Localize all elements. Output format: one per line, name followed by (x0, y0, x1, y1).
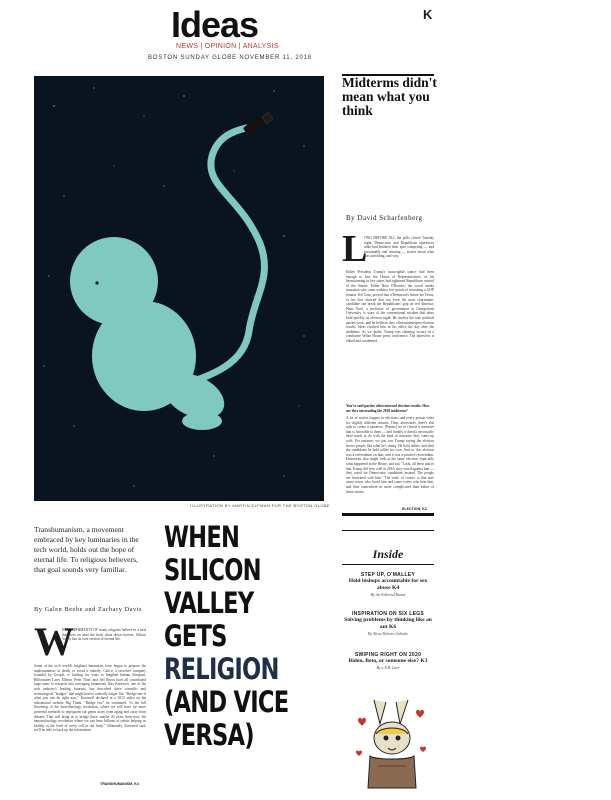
inside-top-rule (342, 530, 434, 531)
section-letter: K (423, 7, 433, 22)
inside-title-rule (342, 564, 434, 565)
right-story-headline: Midterms didn't mean what you think (342, 75, 437, 118)
main-story-jump[interactable]: TRANSHUMANISM, K4 (100, 782, 139, 786)
right-story-jump[interactable]: ELECTION, K3 (402, 507, 427, 511)
inside-item-kicker: INSPIRATION ON SIX LEGS (351, 611, 425, 617)
donkey-cartoon-illustration (350, 690, 434, 792)
main-story-dropcap: W (34, 619, 74, 664)
inside-item-byline: By a N.B. Love (376, 666, 400, 670)
main-story-body: Some of the tech world's brightest luminaries have begun to propose the unpleasantness of death, or avoid it entirely. Calico, a secretive company founded by Google, is looking for ways to lengthen human lifespans. Billionaires Larry Ellison, Peter Thiel, and Jeff Bezos have all contributed huge sums to research into anti-aging treatments. Ray Kurzweil, one of the tech industry's leading futurists, has described three scientific and technological "bridges" that might lead to radically longer life. "Bridge one is what you can do right now," Kurzweil declared in a 2013 video on the educational website Big Think. "Bridge two" he continued, "is the full flowering of the biotechnology revolution, where we will have far more powerful methods to reprogram our genes away from aging and away from disease. That will bring us to bridge three, maybe 20 years from now, the nanotechnology revolution where we can have billions of robots helping us healthy at the level of every cell in our body." Ultimately, Kurzweil said, we'll be able to back up the information (34, 664, 146, 733)
inside-item[interactable] (342, 572, 434, 597)
masthead (0, 0, 611, 70)
illustration-artwork (34, 76, 324, 501)
inside-item-headline: Biden, Beto, or someone else? K3 (348, 658, 428, 664)
headline-line: WHEN (164, 520, 240, 554)
main-story-body-lead: HILE ADHERENTS OF many religions believe in a soul that lives on after the body shuts down forever, Silicon Valley has its own version of eternal life. (62, 628, 146, 642)
inside-item-kicker: STEP UP, O'MALLEY (360, 572, 416, 578)
right-story-question: You've said parties often misread election results. How are they misreading the 2018 midterms? (346, 404, 430, 413)
right-story-byline: By David Scharfenberg (346, 214, 423, 222)
inside-item[interactable] (342, 652, 434, 670)
inside-item-byline: By the Editorial Board (370, 593, 406, 597)
right-story-body: Either President Trump's incorrigible stance had been enough to lose the House of Representatives, or his barnstorming in key states had tightened Republican control of the Senate. Either Beto O'Rourke, the social media sensation who came within a few points of unseating a GOP senator Ted Cruz, proved that a Democrat's future for Texas, or his loss showed that not even the most charismatic candidate can break the Republicans' grip on red America. Hans Noel, a professor of government at Georgetown University, is wary of the conventional wisdom that takes hold quickly on election night. He studies the way political parties work, and he believes they often misinterpret election results. Ideas reached him in his office the day after the midterms. As we spoke, Trump was claiming victory in a combative White House press conference. The interview is edited and condensed. (346, 270, 434, 343)
usb-plug-icon (243, 111, 274, 138)
inside-item-page: K6 (389, 624, 397, 630)
main-story-dek: Transhumanism, a movement embraced by key luminaries in the tech world, holds out the hope of eternal life. To religious believers, that goal sounds very familiar. (34, 525, 139, 574)
right-story-body-lead: ONG BEFORE ALL the polls closed Tuesday night, Democratic and Republican operatives alike had finished their spin competing — and presumably and winning — stories about what was unfolding, and why. (364, 236, 434, 259)
inside-item-byline: By Alexa Dolores Galindo (368, 632, 408, 636)
dateline: BOSTON SUNDAY GLOBE NOVEMBER 11, 2018 (148, 55, 312, 61)
section-title: Ideas (171, 4, 259, 45)
main-story-headline (164, 521, 289, 752)
column-end-rule (342, 513, 434, 516)
fetus-cable-illustration (34, 76, 324, 501)
headline-line: (AND VICE (164, 685, 289, 719)
fetus-figure (70, 237, 231, 430)
illustration-credit: ILLUSTRATION BY MARTIN ELFMAN FOR THE BOSTON GLOBE (190, 503, 330, 508)
section-subtitle: NEWS | OPINION | ANALYSIS (176, 43, 279, 50)
headline-line: VERSA) (164, 718, 254, 752)
fetus-eye (95, 281, 98, 284)
inside-item[interactable] (342, 611, 434, 636)
inside-item-page: K4 (391, 585, 400, 591)
headline-line: VALLEY (164, 586, 254, 620)
right-story-answer: A lot of stories happen in elections, and every person votes for slightly different reasons. Then, afterwards, there's this rush to create a narrative. [Parties] try to choose a narrative that is favorable to them — and frankly it doesn't necessarily have much to do with the kind of narrative they come up with. For instance, we just saw Trump saying the election shows people like what he's doing. He held rallies, and then the candidates he held rallies for won. And so, this election was a referendum on him, and it was a positive referendum. Democrats also might look at the same election, especially what happened in the House, and say, "Look, all these places that Trump did very well in 2016, they voted against him — they voted for Democratic candidates instead. The people are frustrated with him." The truth, of course, is that sure some voters who loved him and some voters who hate him, and then somewhere in more complicated than either of those stories. (346, 416, 434, 494)
inside-item-kicker: SWIPING RIGHT ON 2020 (354, 652, 422, 658)
inside-item-headline: Hold bishops accountable for sex abuse K4 (348, 578, 428, 591)
main-story-byline: By Galen Beebe and Zachary Davis (34, 606, 143, 613)
inside-title: Inside (372, 547, 404, 561)
inside-item-page: K3 (420, 658, 428, 664)
headline-line: SILICON (164, 553, 261, 587)
inside-item-headline: Solving problems by thinking like an ant K6 (344, 617, 432, 630)
headline-line: GETS (164, 619, 227, 653)
right-story-dropcap: L (342, 228, 368, 270)
headline-line: RELIGION (164, 652, 279, 686)
